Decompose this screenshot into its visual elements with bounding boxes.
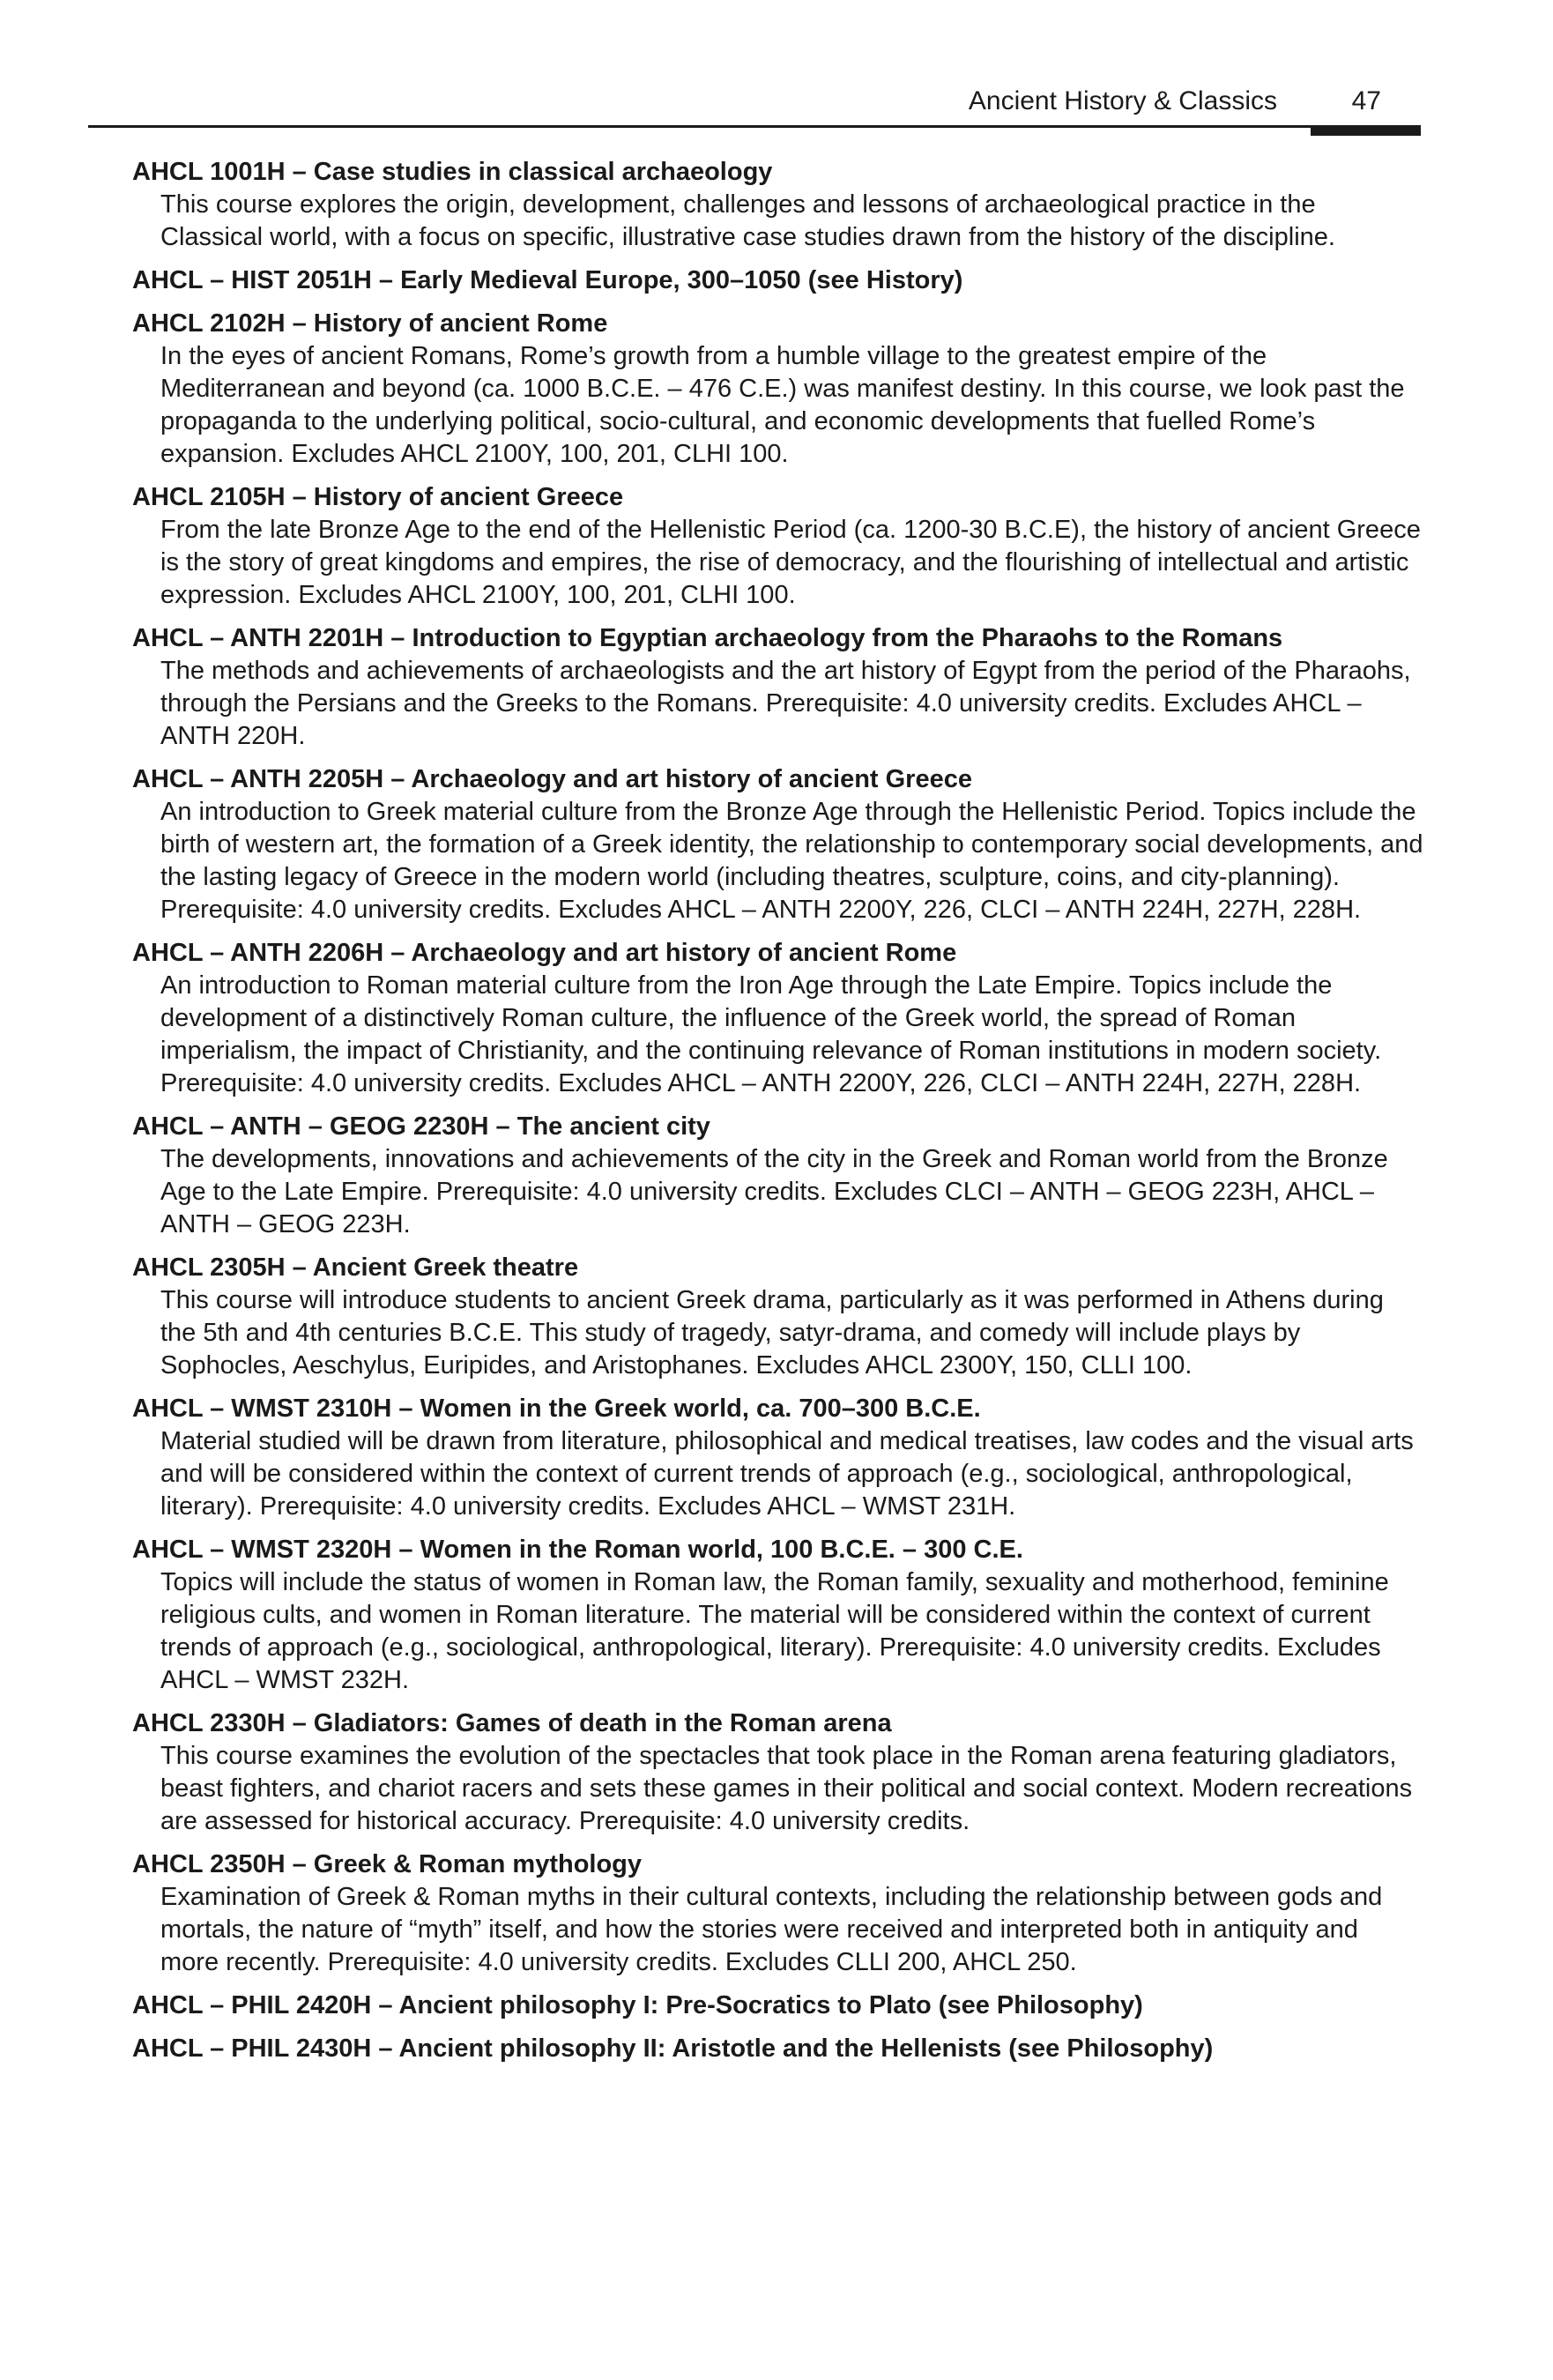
course-entry [132, 264, 1423, 297]
course-description: The methods and achievements of archaeologists and the art history of Egypt from the period of the Pharaohs, through the Persians and the Greeks to the Romans. Prerequisite: 4.0 university credits. Excludes AHCL – ANTH 220H. [160, 657, 1411, 750]
course-title: AHCL – WMST 2310H – Women in the Greek world, ca. 700–300 B.C.E. [132, 1395, 981, 1423]
course-entry [132, 156, 1423, 254]
course-title: AHCL 2105H – History of ancient Greece [132, 483, 624, 511]
course-entry [132, 937, 1423, 1100]
course-description: Examination of Greek & Roman myths in their cultural contexts, including the relationship between gods and mortals, the nature of “myth” itself, and how the stories were received and interpreted both in antiquity and more recently. Prerequisite: 4.0 university credits. Excludes CLLI 200, AHCL 250. [160, 1883, 1383, 1976]
course-entry [132, 1534, 1423, 1697]
course-title: AHCL – PHIL 2430H – Ancient philosophy II: Aristotle and the Hellenists (see Philosophy) [132, 2034, 1214, 2063]
section-title: Ancient History & Classics [968, 86, 1277, 115]
course-title: AHCL 2102H – History of ancient Rome [132, 309, 608, 338]
course-title: AHCL – ANTH – GEOG 2230H – The ancient city [132, 1112, 710, 1141]
course-description: The developments, innovations and achievements of the city in the Greek and Roman world from the Bronze Age to the Late Empire. Prerequisite: 4.0 university credits. Excludes CLCI – ANTH – GEOG 223H, AHCL – ANTH – GEOG 223H. [160, 1145, 1388, 1238]
course-entry [132, 1111, 1423, 1241]
course-entry [132, 763, 1423, 926]
course-entry [132, 1707, 1423, 1838]
course-title: AHCL 2330H – Gladiators: Games of death in the Roman arena [132, 1709, 892, 1737]
course-title: AHCL 1001H – Case studies in classical archaeology [132, 158, 773, 186]
course-title: AHCL 2350H – Greek & Roman mythology [132, 1850, 643, 1878]
course-description: This course examines the evolution of the spectacles that took place in the Roman arena featuring gladiators, beast fighters, and chariot racers and sets these games in their political and social context. Modern recreations are assessed for historical accuracy. Prerequisite: 4.0 university credits. [160, 1742, 1413, 1835]
course-description: Material studied will be drawn from literature, philosophical and medical treatises, law codes and the visual arts and will be considered within the context of current trends of approach (e.g., sociological, anthropological, literary). Prerequisite: 4.0 university credits. Excludes AHCL – WMST 231H. [160, 1427, 1414, 1521]
course-title: AHCL – ANTH 2201H – Introduction to Egyptian archaeology from the Pharaohs to the Romans [132, 624, 1283, 652]
course-description: This course will introduce students to ancient Greek drama, particularly as it was performed in Athens during the 5th and 4th centuries B.C.E. This study of tragedy, satyr-drama, and comedy will include plays by Sophocles, Aeschylus, Euripides, and Aristophanes. Excludes AHCL 2300Y, 150, CLLI 100. [160, 1286, 1384, 1380]
course-entry [132, 622, 1423, 753]
course-description: An introduction to Roman material culture from the Iron Age through the Late Empire. Topics include the development of a distinctively Roman culture, the influence of the Greek world, the spread of Roman imperialism, the impact of Christianity, and the continuing relevance of Roman institutions in modern society. Prerequisite: 4.0 university credits. Excludes AHCL – ANTH 2200Y, 226, CLCI – ANTH 224H, 227H, 228H. [160, 971, 1382, 1097]
course-title: AHCL – HIST 2051H – Early Medieval Europe, 300–1050 (see History) [132, 266, 963, 294]
running-header [88, 81, 1421, 128]
course-title: AHCL – ANTH 2206H – Archaeology and art history of ancient Rome [132, 939, 957, 967]
page-number: 47 [1351, 86, 1381, 115]
course-description: From the late Bronze Age to the end of the Hellenistic Period (ca. 1200-30 B.C.E), the history of ancient Greece is the story of great kingdoms and empires, the rise of democracy, and the flourishing of intellectual and artistic expression. Excludes AHCL 2100Y, 100, 201, CLHI 100. [160, 516, 1421, 609]
course-entry [132, 1252, 1423, 1382]
course-description: Topics will include the status of women in Roman law, the Roman family, sexuality and motherhood, feminine religious cults, and women in Roman literature. The material will be considered within the context of current trends of approach (e.g., sociological, anthropological, literary). Prerequisite: 4.0 university credits. Excludes AHCL – WMST 232H. [160, 1568, 1389, 1694]
course-description: In the eyes of ancient Romans, Rome’s growth from a humble village to the greatest empire of the Mediterranean and beyond (ca. 1000 B.C.E. – 476 C.E.) was manifest destiny. In this course, we look past the propaganda to the underlying political, socio-cultural, and economic developments that fuelled Rome’s expansion. Excludes AHCL 2100Y, 100, 201, CLHI 100. [160, 342, 1405, 468]
course-entry [132, 1393, 1423, 1523]
course-description: An introduction to Greek material culture from the Bronze Age through the Hellenistic Period. Topics include the birth of western art, the formation of a Greek identity, the relationship to contemporary social developments, and the lasting legacy of Greece in the modern world (including theatres, sculpture, coins, and city-planning). Prerequisite: 4.0 university credits. Excludes AHCL – ANTH 2200Y, 226, CLCI – ANTH 224H, 227H, 228H. [160, 798, 1423, 924]
course-entry [132, 2033, 1423, 2065]
course-list [132, 156, 1423, 2076]
header-tab-mark [1311, 125, 1421, 136]
course-title: AHCL – PHIL 2420H – Ancient philosophy I: Pre-Socratics to Plato (see Philosophy) [132, 1991, 1143, 2019]
course-title: AHCL – ANTH 2205H – Archaeology and art history of ancient Greece [132, 765, 972, 793]
course-title: AHCL – WMST 2320H – Women in the Roman world, 100 B.C.E. – 300 C.E. [132, 1536, 1023, 1564]
course-entry [132, 481, 1423, 612]
course-entry [132, 1848, 1423, 1979]
course-entry [132, 1990, 1423, 2022]
course-title: AHCL 2305H – Ancient Greek theatre [132, 1253, 579, 1282]
course-description: This course explores the origin, development, challenges and lessons of archaeological practice in the Classical world, with a focus on specific, illustrative case studies drawn from the history of the discipline. [160, 190, 1335, 251]
course-entry [132, 308, 1423, 471]
